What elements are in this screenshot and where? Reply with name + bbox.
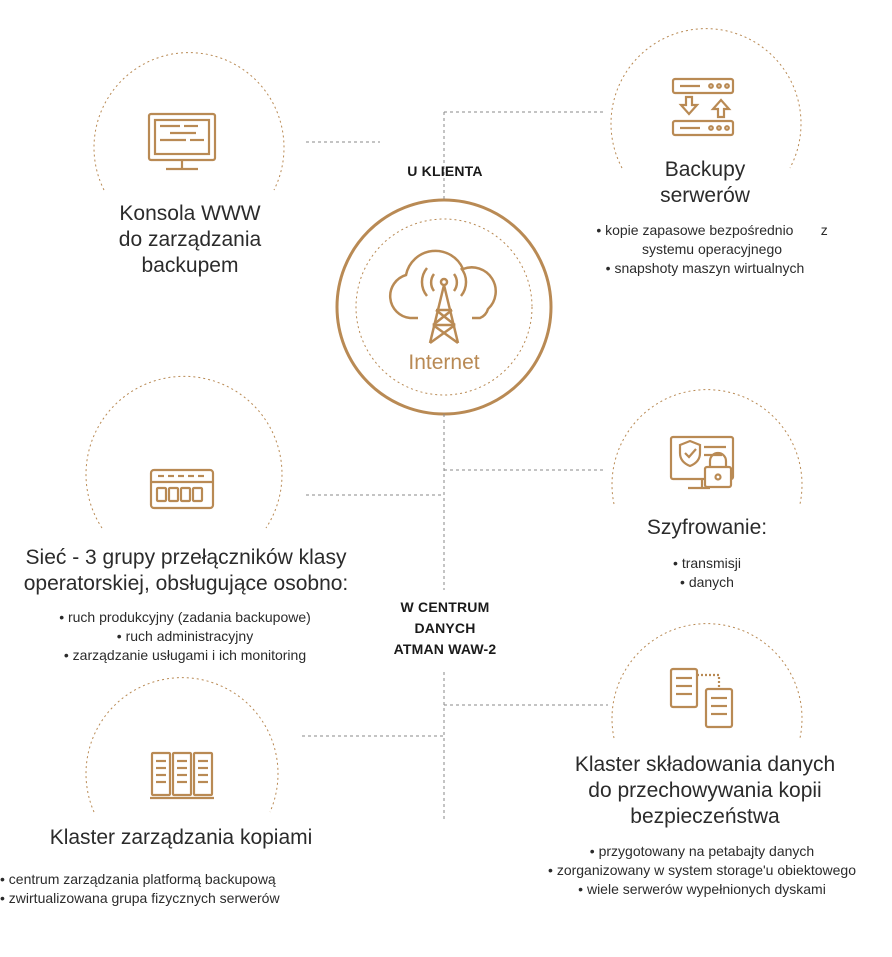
- network-title: [0, 545, 372, 597]
- server-backup-title-line: serwerów: [660, 184, 750, 207]
- management-cluster-bullets: [0, 870, 352, 908]
- secure-monitor-icon: [671, 437, 733, 488]
- bullet-item: • zorganizowany w system storage'u obiektowego: [512, 861, 892, 880]
- encryption-bullets: [597, 554, 817, 592]
- storage-cluster-title-line: do przechowywania kopii: [588, 779, 822, 802]
- bullet-item: • ruch produkcyjny (zadania backupowe): [10, 608, 360, 627]
- server-sync-icon: [673, 79, 733, 135]
- cloud-antenna-icon: [390, 251, 496, 343]
- internet-outer-circle: [337, 200, 551, 414]
- bullet-item: • ruch administracyjny: [10, 627, 360, 646]
- encryption-title: [597, 515, 817, 541]
- server-backup-title-line: Backupy: [664, 158, 746, 181]
- storage-cluster-title-line: bezpieczeństwa: [630, 805, 780, 828]
- bullet-item: • zarządzanie usługami i ich monitoring: [10, 646, 360, 665]
- network-circle: [86, 376, 282, 528]
- console-title: [70, 201, 310, 279]
- network-title-line: Sieć - 3 grupy przełączników klasy: [25, 546, 347, 569]
- section-client-label: U KLIENTA: [407, 163, 483, 179]
- bullet-item: • kopie zapasowe bezpośrednio z systemu operacyjnego: [560, 221, 850, 259]
- bullet-item: • zwirtualizowana grupa fizycznych serwerów: [0, 889, 352, 908]
- management-circle: [86, 678, 278, 812]
- storage-cluster-title-line: Klaster składowania danych: [574, 753, 836, 776]
- encryption-title-line: Szyfrowanie:: [646, 516, 768, 539]
- console-title-line: Konsola WWW: [119, 202, 261, 225]
- server-backup-title: [585, 157, 825, 209]
- internet-label: Internet: [408, 351, 480, 374]
- server-backup-bullets: [560, 221, 850, 278]
- management-cluster-title: [0, 825, 362, 851]
- bullet-item: • centrum zarządzania platformą backupową: [0, 870, 352, 889]
- network-switch-icon: [151, 470, 213, 508]
- console-title-line: backupem: [141, 254, 239, 277]
- server-rack-icon: [150, 753, 214, 798]
- section-client: [370, 161, 520, 182]
- network-bullets: [10, 608, 360, 665]
- bullet-item: • wiele serwerów wypełnionych dyskami: [512, 880, 892, 899]
- section-datacenter: [360, 597, 530, 660]
- section-datacenter-line: ATMAN WAW-2: [393, 641, 497, 657]
- section-datacenter-line: W CENTRUM: [400, 599, 490, 615]
- bullet-item: • transmisji: [597, 554, 817, 573]
- server-backup-circle: [611, 29, 801, 168]
- section-datacenter-line: DANYCH: [414, 620, 476, 636]
- network-title-line: operatorskiej, obsługujące osobno:: [23, 572, 349, 595]
- management-cluster-title-line: Klaster zarządzania kopiami: [49, 826, 313, 849]
- storage-cluster-title: [545, 752, 865, 830]
- bullet-item: • snapshoty maszyn wirtualnych: [560, 259, 850, 278]
- bullet-item: • przygotowany na petabajty danych: [512, 842, 892, 861]
- monitor-console-icon: [149, 114, 215, 169]
- console-title-line: do zarządzania: [118, 228, 262, 251]
- bullet-item: • danych: [597, 573, 817, 592]
- storage-servers-icon: [671, 669, 732, 727]
- storage-cluster-bullets: [512, 842, 892, 899]
